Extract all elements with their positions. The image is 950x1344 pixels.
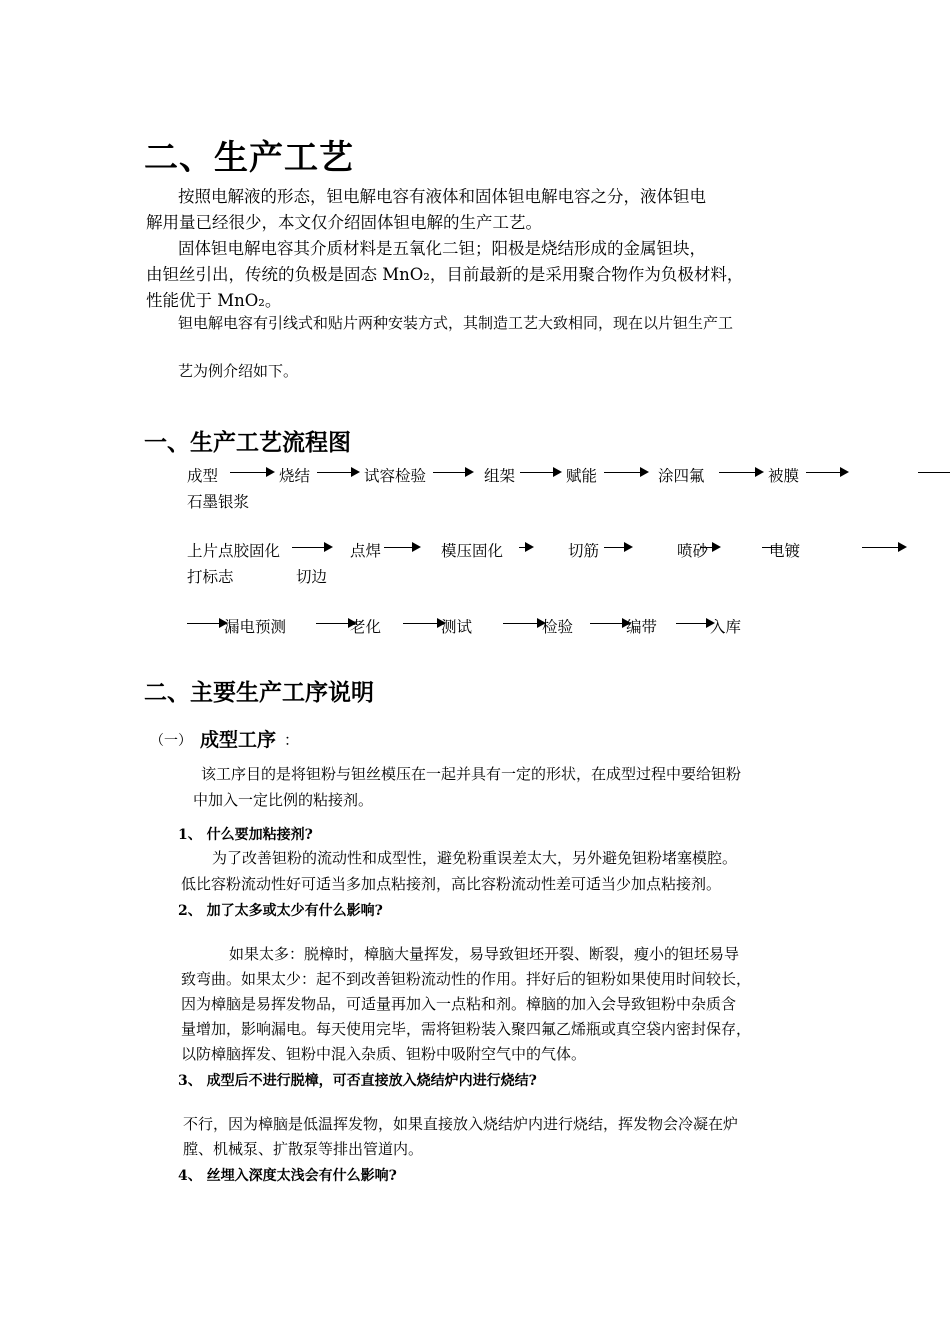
answer-2-line: 以防樟脑挥发、钽粉中混入杂质、钽粉中吸附空气中的气体。	[181, 1045, 587, 1063]
flow-arrow	[676, 623, 712, 624]
answer-2-line: 如果太多：脱樟时，樟脑大量挥发，易导致钽坯开裂、断裂，瘦小的钽坯易导	[229, 945, 740, 963]
flow-step: 测试	[441, 618, 473, 636]
flow-step: 切边	[296, 568, 328, 586]
flow-step: 试容检验	[364, 467, 427, 485]
flow-arrow	[604, 472, 646, 473]
flow-arrow	[719, 472, 761, 473]
intro-line-2: 解用量已经很少，本文仅介绍固体钽电解的生产工艺。	[146, 213, 542, 232]
flow-connector-line	[918, 472, 950, 473]
flow-step: 编带	[626, 618, 658, 636]
flow-step: 漏电预测	[224, 618, 287, 636]
answer-3-line: 不行，因为樟脑是低温挥发物，如果直接放入烧结炉内进行烧结，挥发物会冷凝在炉	[183, 1115, 739, 1133]
flow-step: 检验	[542, 618, 574, 636]
answer-1-line: 低比容粉流动性好可适当多加点粘接剂，高比容粉流动性差可适当少加点粘接剂。	[181, 875, 722, 893]
flow-step: 上片点胶固化	[187, 542, 281, 560]
flow-arrow	[604, 547, 630, 548]
paragraph-line: 该工序目的是将钽粉与钽丝模压在一起并具有一定的形状，在成型过程中要给钽粉	[201, 765, 742, 783]
answer-2-line: 致弯曲。如果太少：起不到改善钽粉流动性的作用。拌好后的钽粉如果使用时间较长，	[181, 970, 752, 988]
flow-step: 烧结	[279, 467, 311, 485]
flow-step: 老化	[350, 618, 382, 636]
question-4: 4、 丝埋入深度太浅会有什么影响?	[178, 1168, 397, 1184]
flow-arrow	[862, 547, 904, 548]
flow-arrow	[590, 623, 628, 624]
flow-step: 喷砂	[677, 542, 709, 560]
flow-arrow	[230, 472, 272, 473]
flow-arrow	[292, 547, 330, 548]
flow-step: 石墨银浆	[187, 493, 250, 511]
intro-line-7: 艺为例介绍如下。	[178, 362, 299, 380]
flow-arrow	[433, 472, 471, 473]
paragraph-line: 中加入一定比例的粘接剂。	[193, 791, 374, 809]
flow-step: 赋能	[566, 467, 598, 485]
subsection-title: 成型工序	[200, 729, 277, 751]
intro-line-3: 固体钽电解电容其介质材料是五氧化二钽；阳极是烧结形成的金属钽块，	[178, 239, 706, 258]
flow-arrow	[519, 547, 531, 548]
answer-2-line: 量增加，影响漏电。每天使用完毕，需将钽粉装入聚四氟乙烯瓶或真空袋内密封保存，	[181, 1020, 752, 1038]
answer-1-line: 为了改善钽粉的流动性和成型性，避免粉重误差太大，另外避免钽粉堵塞模腔。	[212, 849, 738, 867]
intro-line-5: 性能优于 MnO₂。	[146, 291, 282, 310]
flow-arrow	[384, 547, 418, 548]
flow-arrow	[317, 472, 357, 473]
intro-line-6: 钽电解电容有引线式和贴片两种安装方式，其制造工艺大致相同，现在以片钽生产工	[178, 314, 734, 332]
question-2: 2、 加了太多或太少有什么影响?	[178, 903, 383, 919]
flow-arrow	[187, 623, 225, 624]
flow-arrow	[403, 623, 443, 624]
flow-arrow	[806, 472, 846, 473]
flow-step: 切筋	[568, 542, 600, 560]
flow-step: 成型	[187, 467, 219, 485]
section-flowchart-heading: 一、生产工艺流程图	[144, 430, 351, 456]
section-process-heading: 二、主要生产工序说明	[144, 680, 374, 706]
subsection-number: （一）	[150, 733, 192, 749]
flow-step: 模压固化	[441, 542, 504, 560]
answer-3-line: 膛、机械泵、扩散泵等排出管道内。	[183, 1140, 424, 1158]
flow-step: 涂四氟	[658, 467, 705, 485]
intro-line-4: 由钽丝引出，传统的负极是固态 MnO₂，目前最新的是采用聚合物作为负极材料，	[146, 265, 744, 284]
flow-arrow	[503, 623, 543, 624]
flow-arrow	[700, 547, 718, 548]
flow-step: 点焊	[350, 542, 382, 560]
question-3: 3、 成型后不进行脱樟，可否直接放入烧结炉内进行烧结?	[178, 1073, 537, 1089]
flow-step: 打标志	[187, 568, 234, 586]
question-1: 1、 什么要加粘接剂?	[178, 827, 313, 843]
flow-arrow	[520, 472, 559, 473]
subsection-colon: ：	[284, 731, 300, 749]
intro-line-1: 按照电解液的形态，钽电解电容有液体和固体钽电解电容之分，液体钽电	[178, 187, 706, 206]
answer-2-line: 因为樟脑是易挥发物品，可适量再加入一点粘和剂。樟脑的加入会导致钽粉中杂质含	[181, 995, 737, 1013]
page-title: 二、生产工艺	[144, 138, 354, 178]
flow-step: 电镀	[769, 542, 801, 560]
flow-step: 被膜	[768, 467, 800, 485]
flow-step: 入库	[710, 618, 742, 636]
flow-step: 组架	[484, 467, 516, 485]
flow-arrow	[316, 623, 354, 624]
